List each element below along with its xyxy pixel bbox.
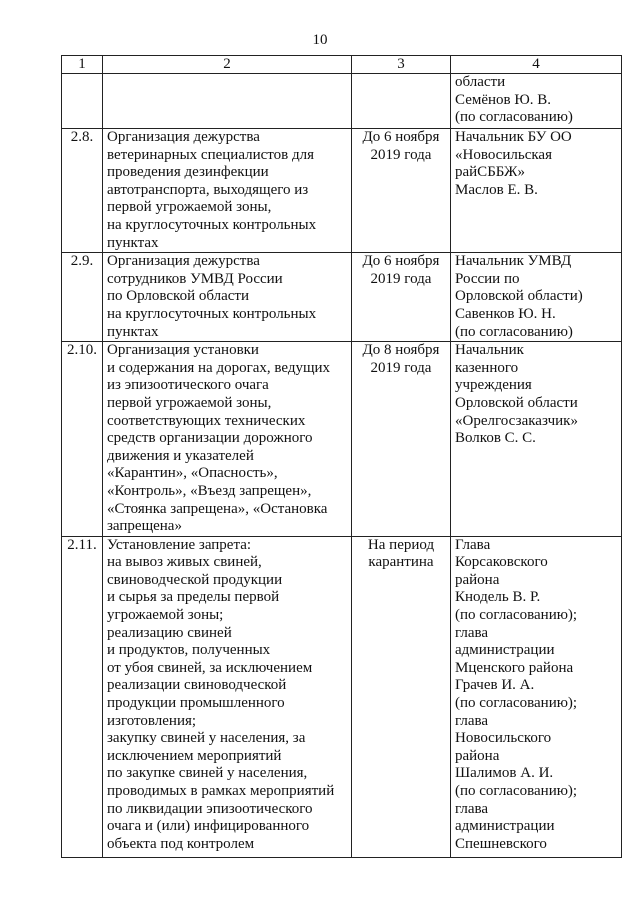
row-responsible: Начальник казенного учреждения Орловской области «Орелгосзаказчик» Волков С. С. bbox=[451, 342, 622, 537]
header-cell-1: 1 bbox=[62, 56, 103, 74]
table-header-row bbox=[62, 56, 622, 74]
row-number: 2.8. bbox=[62, 129, 103, 253]
plan-table bbox=[61, 55, 622, 858]
row-number: 2.11. bbox=[62, 536, 103, 857]
row-task bbox=[103, 74, 352, 129]
row-responsible: Начальник УМВД России по Орловской области) Савенков Ю. Н. (по согласованию) bbox=[451, 253, 622, 342]
header-cell-3: 3 bbox=[352, 56, 451, 74]
row-task: Установление запрета: на вывоз живых свиней, свиноводческой продукции и сырья за пределы первой угрожаемой зоны; реализацию свиней и продуктов, полученных от убоя свиней, за исключением реализации свиноводческой продукции промышленного изготовления; закупку свиней у населения, за исключением мероприятий по закупке свиней у населения, проводимых в рамках мероприятий по ликвидации эпизоотического очага и (или) инфицированного объекта под контролем bbox=[103, 536, 352, 857]
row-deadline: На период карантина bbox=[352, 536, 451, 857]
row-deadline: До 6 ноября 2019 года bbox=[352, 253, 451, 342]
row-number: 2.10. bbox=[62, 342, 103, 537]
page-number: 10 bbox=[312, 32, 328, 48]
row-deadline: До 6 ноября 2019 года bbox=[352, 129, 451, 253]
table-row bbox=[62, 342, 622, 537]
table-row bbox=[62, 536, 622, 857]
row-responsible: Глава Корсаковского района Кнодель В. Р. (по согласованию); глава администрации Мценского района Грачев И. А. (по согласованию); глава Новосильского района Шалимов А. И. (по согласованию); глава администрации Спешневского bbox=[451, 536, 622, 857]
header-cell-4: 4 bbox=[451, 56, 622, 74]
row-responsible: Начальник БУ ОО «Новосильская райСББЖ» Маслов Е. В. bbox=[451, 129, 622, 253]
row-task: Организация установки и содержания на дорогах, ведущих из эпизоотического очага первой угрожаемой зоны, соответствующих технических средств организации дорожного движения и указателей «Карантин», «Опасность», «Контроль», «Въезд запрещен», «Стоянка запрещена», «Остановка запрещена» bbox=[103, 342, 352, 537]
row-number bbox=[62, 74, 103, 129]
row-deadline: До 8 ноября 2019 года bbox=[352, 342, 451, 537]
row-task: Организация дежурства сотрудников УМВД России по Орловской области на круглосуточных контрольных пунктах bbox=[103, 253, 352, 342]
row-task: Организация дежурства ветеринарных специалистов для проведения дезинфекции автотранспорта, выходящего из первой угрожаемой зоны, на круглосуточных контрольных пунктах bbox=[103, 129, 352, 253]
table-row bbox=[62, 253, 622, 342]
row-responsible: области Семёнов Ю. В. (по согласованию) bbox=[451, 74, 622, 129]
table-row bbox=[62, 74, 622, 129]
header-cell-2: 2 bbox=[103, 56, 352, 74]
row-deadline bbox=[352, 74, 451, 129]
row-number: 2.9. bbox=[62, 253, 103, 342]
table-row bbox=[62, 129, 622, 253]
